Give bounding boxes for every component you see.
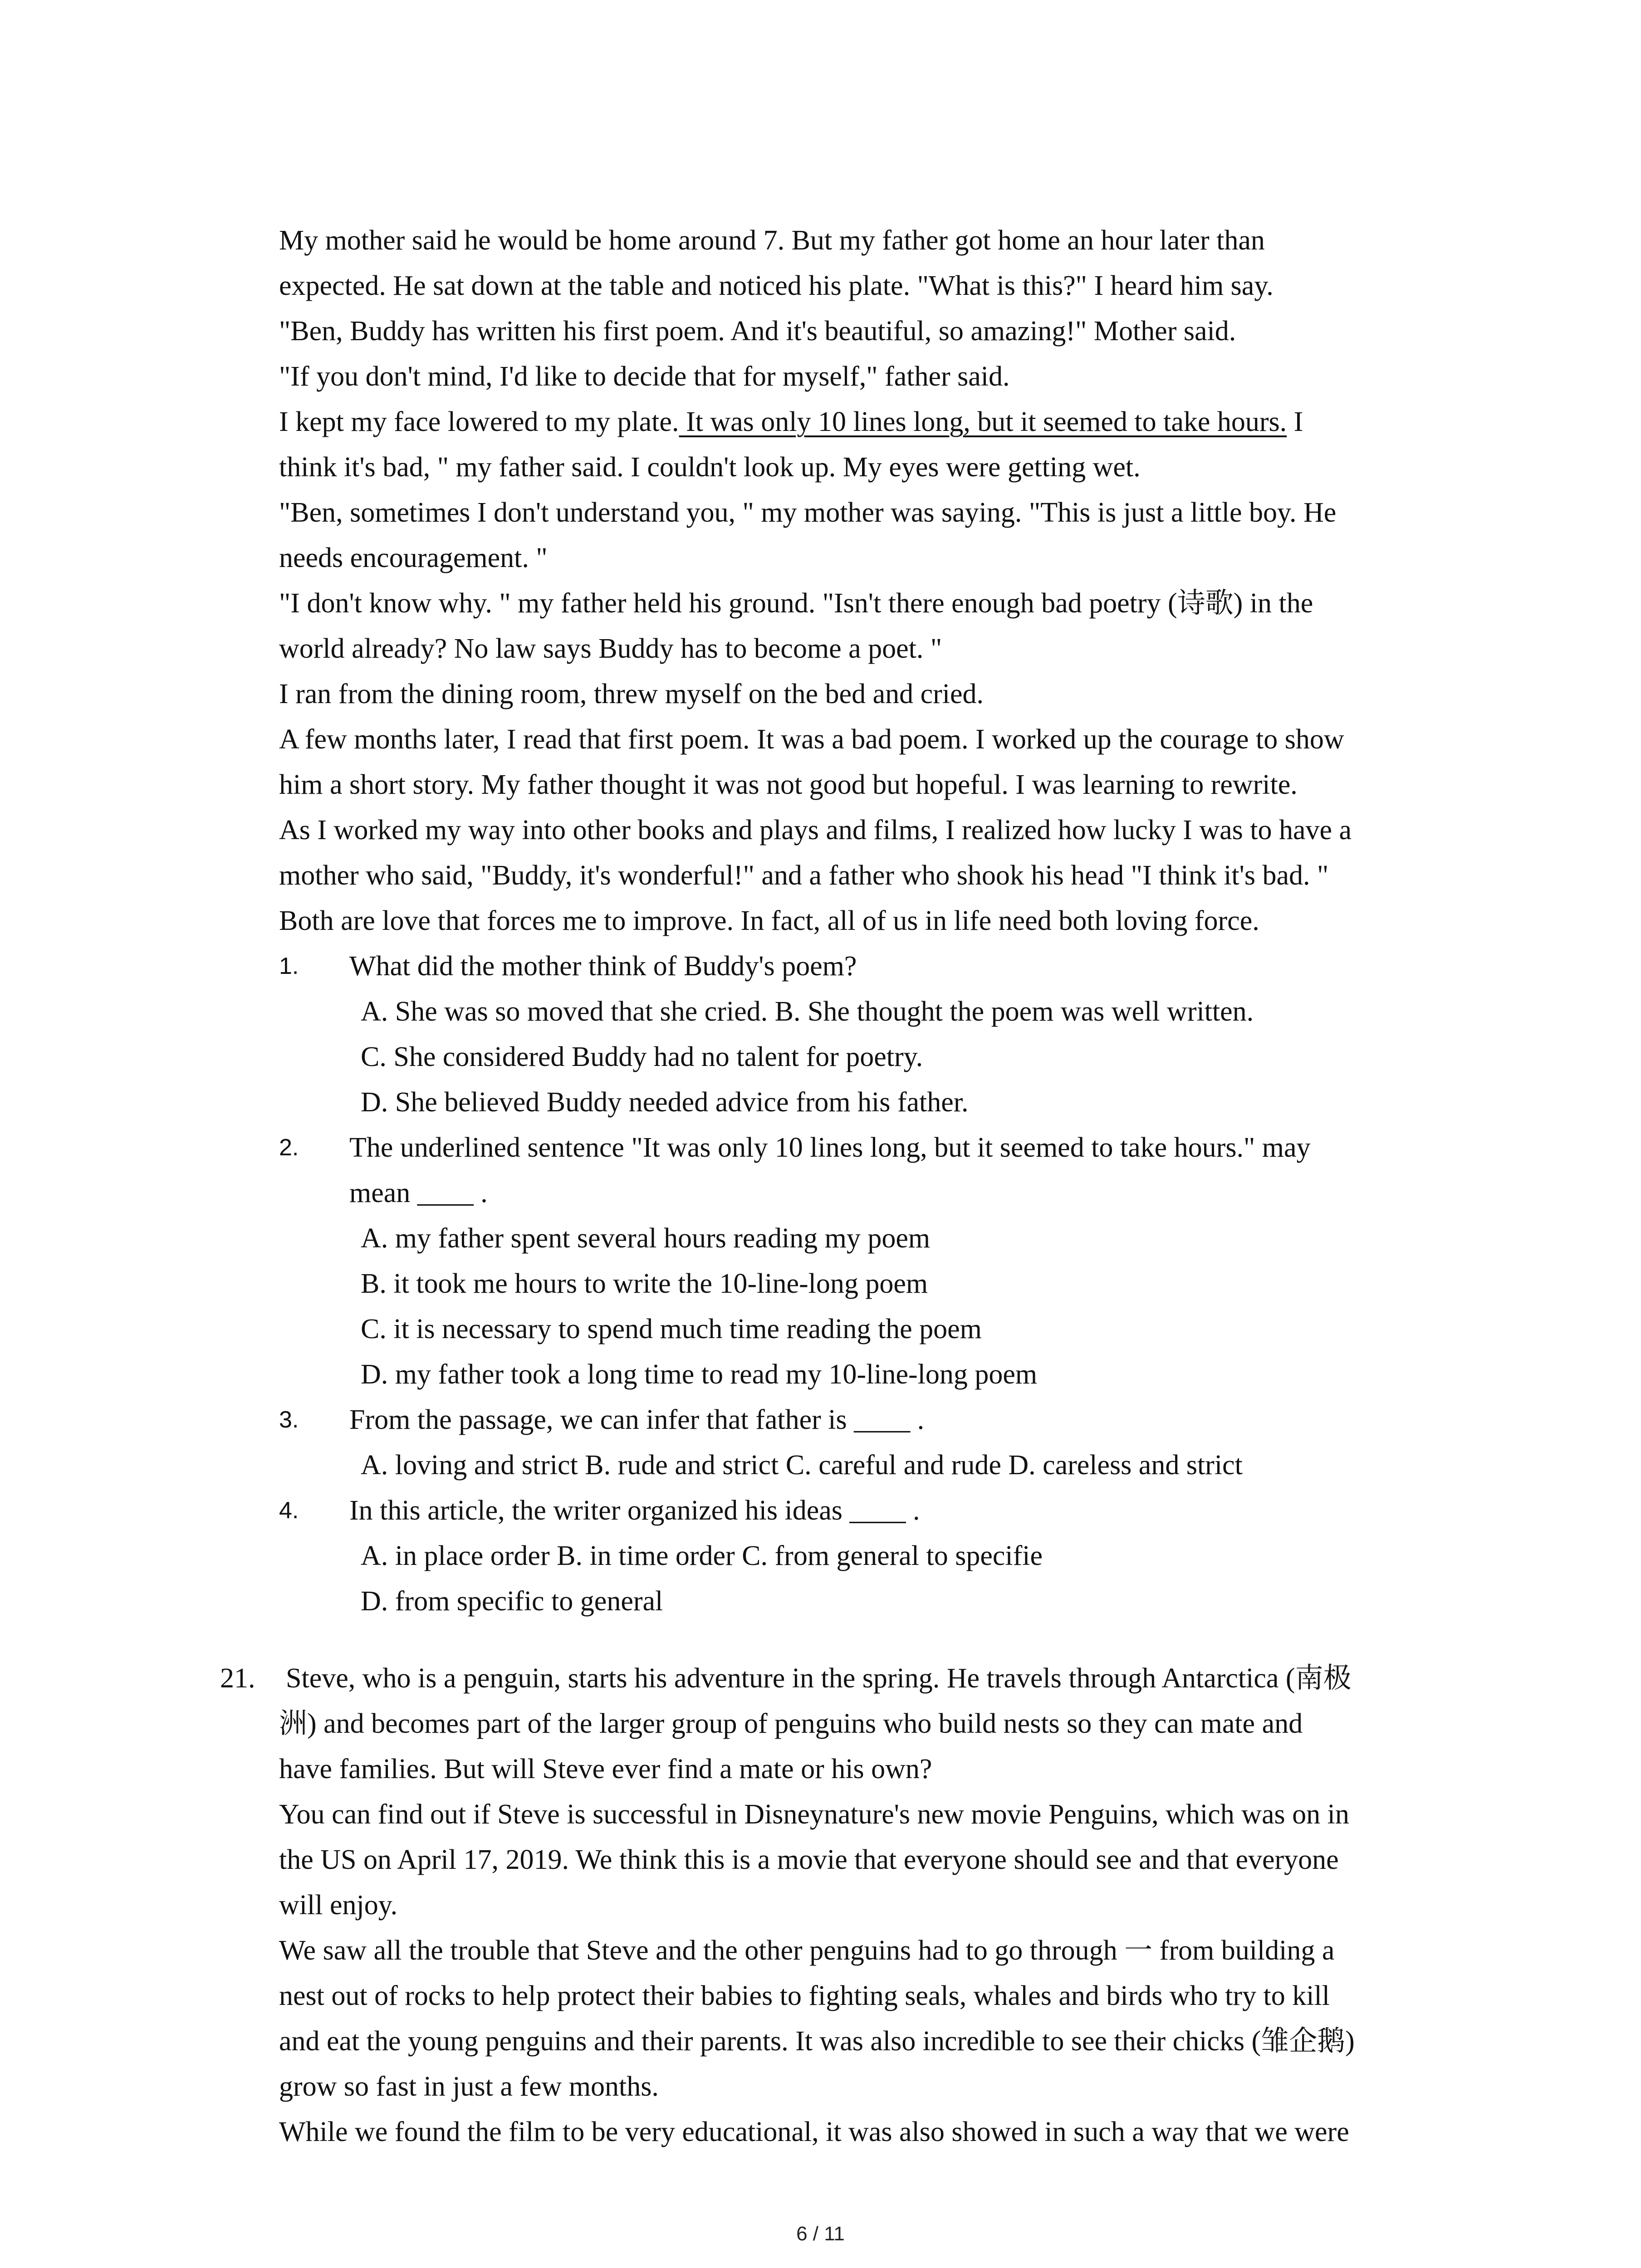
passage-line: "If you don't mind, I'd like to decide that for myself," father said. [279,361,1010,392]
passage-line: "Ben, Buddy has written his first poem. And it's beautiful, so amazing!" Mother said. [279,316,1236,347]
question-text: mean ____ . [349,1178,488,1208]
question-text: What did the mother think of Buddy's poem? [349,951,857,982]
passage-line: We saw all the trouble that Steve and the other penguins had to go through 一 from building a [279,1935,1335,1966]
passage-line: will enjoy. [279,1890,398,1921]
passage-line: While we found the film to be very educational, it was also showed in such a way that we were [279,2116,1349,2147]
answer-option: B. it took me hours to write the 10-line-long poem [361,1268,928,1299]
question-number: 4. [279,1497,299,1524]
passage-line: nest out of rocks to help protect their babies to fighting seals, whales and birds who try to kill [279,1980,1330,2011]
answer-option: A. my father spent several hours reading my poem [361,1223,931,1254]
passage-line: grow so fast in just a few months. [279,2071,659,2102]
answer-option: A. loving and strict B. rude and strict C. careful and rude D. careless and strict [361,1450,1243,1481]
answer-option: D. from specific to general [361,1586,663,1617]
answer-option: A. in place order B. in time order C. from general to specifie [361,1540,1043,1571]
answer-option: D. She believed Buddy needed advice from his father. [361,1087,969,1118]
question-number: 1. [279,953,299,979]
question-number: 3. [279,1407,299,1433]
passage-line: A few months later, I read that first poem. It was a bad poem. I worked up the courage to show [279,724,1344,755]
passage-line: Steve, who is a penguin, starts his adventure in the spring. He travels through Antarctica (南极 [286,1663,1352,1694]
passage-line: 洲) and becomes part of the larger group of penguins who build nests so they can mate and [279,1708,1303,1739]
passage-line: him a short story. My father thought it was not good but hopeful. I was learning to rewrite. [279,769,1298,800]
passage-line [279,399,1303,445]
section-number: 21. [220,1663,255,1694]
passage-line: think it's bad, " my father said. I couldn't look up. My eyes were getting wet. [279,452,1141,483]
answer-option: C. She considered Buddy had no talent for poetry. [361,1041,923,1072]
passage-line: the US on April 17, 2019. We think this is a movie that everyone should see and that everyone [279,1844,1339,1875]
question-text: The underlined sentence "It was only 10 lines long, but it seemed to take hours." may [349,1132,1311,1163]
question-text: In this article, the writer organized his ideas ____ . [349,1495,920,1526]
answer-option: C. it is necessary to spend much time reading the poem [361,1314,982,1344]
passage-line: mother who said, "Buddy, it's wonderful!" and a father who shook his head "I think it's bad. " [279,860,1329,891]
passage-line: and eat the young penguins and their parents. It was also incredible to see their chicks (雏企鹅) [279,2026,1355,2057]
passage-line: I ran from the dining room, threw myself on the bed and cried. [279,679,984,709]
page-number: 6 / 11 [796,2223,845,2245]
question-number: 2. [279,1134,299,1161]
passage-line: My mother said he would be home around 7. But my father got home an hour later than [279,225,1265,256]
passage-line: "I don't know why. " my father held his ground. "Isn't there enough bad poetry (诗歌) in the [279,588,1313,619]
passage-line: Both are love that forces me to improve. In fact, all of us in life need both loving force. [279,905,1259,936]
passage-line: have families. But will Steve ever find a mate or his own? [279,1754,932,1784]
passage-text: I kept my face lowered to my plate. [279,406,679,437]
passage-line: You can find out if Steve is successful in Disneynature's new movie Penguins, which was on in [279,1799,1349,1830]
answer-option: D. my father took a long time to read my 10-line-long poem [361,1359,1038,1390]
passage-line: As I worked my way into other books and plays and films, I realized how lucky I was to have a [279,815,1352,846]
underlined-sentence: It was only 10 lines long, but it seemed to take hours. [679,406,1287,437]
passage-line: needs encouragement. " [279,543,548,573]
answer-option: A. She was so moved that she cried. B. She thought the poem was well written. [361,996,1254,1027]
passage-line: "Ben, sometimes I don't understand you, " my mother was saying. "This is just a little boy. He [279,497,1337,528]
passage-line: expected. He sat down at the table and noticed his plate. "What is this?" I heard him say. [279,270,1274,301]
passage-line: world already? No law says Buddy has to become a poet. " [279,633,942,664]
question-text: From the passage, we can infer that father is ____ . [349,1404,925,1435]
passage-text: I [1287,406,1303,437]
